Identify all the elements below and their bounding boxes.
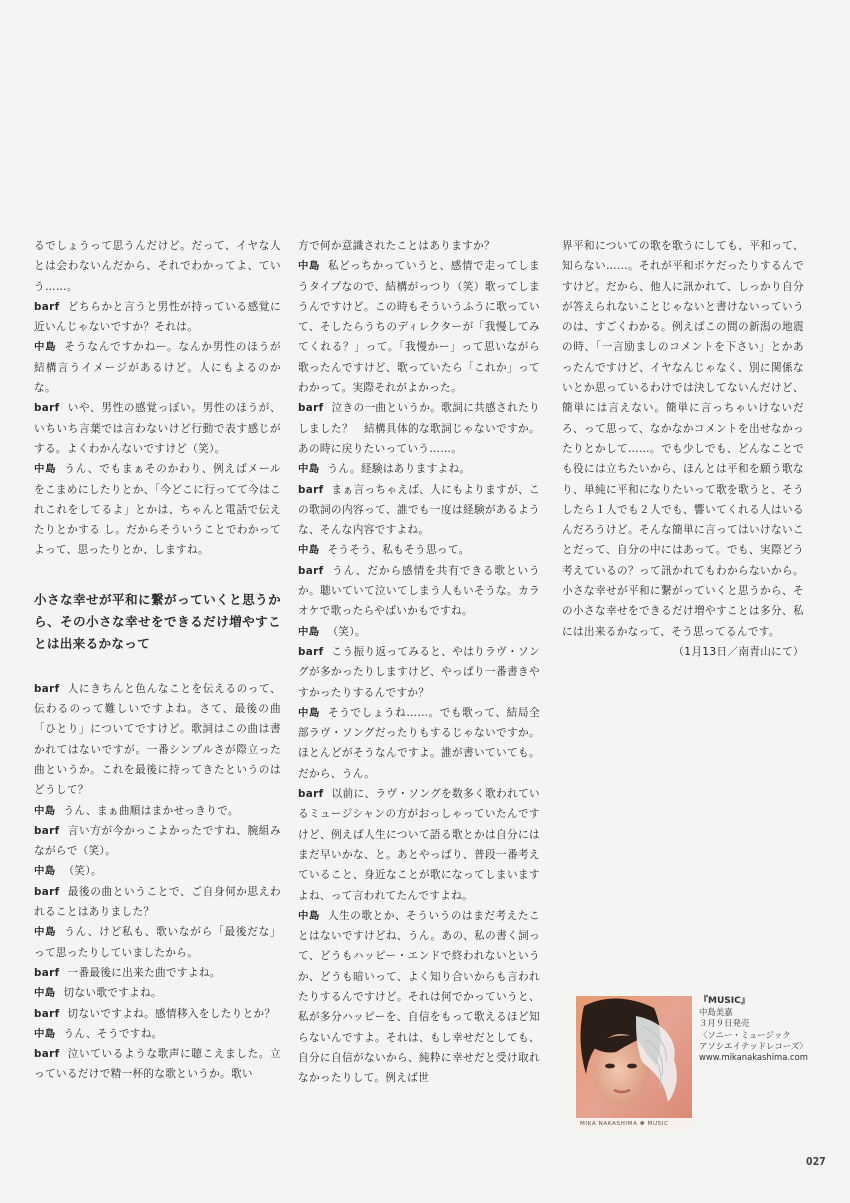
dialogue-text: うん、でもまぁそのかわり、例えばメールをこまめにしたりとか、「今どこに行ってて今はこれこれをしてるよ」とかは、ちゃんと電話で伝えたりとかする し。だからそういうことでわかってよって、思ったりとか、しますね。	[34, 463, 282, 557]
dialogue-text: 切ないですよね。感情移入をしたりとか？	[67, 1007, 276, 1020]
paragraph	[298, 540, 540, 560]
paragraph	[298, 784, 540, 906]
dialogue-text: （笑）。	[63, 865, 102, 878]
paragraph	[298, 561, 540, 622]
dialogue-text: 泣きの一曲というか。歌詞に共感されたりしました？ 結構具体的な歌詞じゃないですか。あの時に戻りたいっていう……。	[298, 402, 540, 455]
paragraph	[34, 1024, 281, 1044]
dialogue-text: まぁ言っちゃえば、人にもよりますが、この歌詞の内容って、誰でも一度は経験があるような、そんな内容ですよね。	[298, 483, 540, 537]
article-column-1	[34, 236, 281, 1085]
paragraph	[298, 256, 540, 398]
paragraph	[34, 882, 281, 923]
paragraph	[34, 922, 281, 963]
speaker-label: 中島	[298, 706, 320, 719]
speaker-label: barf	[34, 402, 60, 415]
dialogue-text: 一番最後に出来た曲ですよね。	[67, 966, 221, 979]
album-title: 『MUSIC』	[699, 996, 750, 1006]
paragraph	[34, 963, 281, 983]
article-column-2	[298, 236, 540, 1088]
release-info	[699, 996, 808, 1063]
paragraph	[34, 1044, 281, 1085]
speaker-label: barf	[298, 564, 324, 577]
dialogue-text: 以前に、ラヴ・ソングを数多く歌われているミュージシャンの方がおっしゃっていたんですけど、例えば人生について語る歌とかは自分にはまだ早いかな、と。あとやっぱり、普段一番考えていること、身近なことが歌になってしまいますよね、って言われてたんですよね。	[298, 788, 540, 902]
speaker-label: 中島	[34, 926, 57, 939]
dialogue-text: うん、そうですね。	[63, 1027, 163, 1040]
speaker-label: 中島	[298, 544, 320, 557]
dialogue-text: どちらかと言うと男性が持っている感覚に近いんじゃないですか？それは。	[34, 300, 281, 334]
speaker-label: 中島	[34, 865, 56, 878]
paragraph: 方で何か意識されたことはありますか？	[298, 240, 495, 252]
speaker-label: 中島	[34, 804, 56, 817]
speaker-label: 中島	[34, 463, 57, 476]
paragraph	[298, 398, 540, 459]
paragraph	[34, 679, 281, 801]
dialogue-text: 泣いているような歌声に聴こえました。立っているだけで精一杯的な歌というか。歌い	[34, 1048, 281, 1081]
dialogue-text: 人生の歌とか、そういうのはまだ考えたことはないですけどね、うん。あの、私の書く詞って、どうもハッピー・エンドで終われないというか、どうも暗いって、よく知り合いからも言われたりするんですけど。それは何でかっていうと、私が多分ハッピーを、自信をもって歌えるほど知らないんですよ。それは、もし幸せだとしても、自分に自信がないから、純粋に幸せだと受け取れなかったりして。例えば世	[298, 909, 541, 1085]
speaker-label: barf	[298, 788, 324, 801]
paragraph: るでしょうって思うんだけど。だって、イヤな人とは会わないんだから、それでわかってよ、ていう……。	[34, 240, 281, 293]
album-cover-caption: MIKA NAKASHIMA ✽ MUSIC	[580, 1121, 669, 1127]
page-number: 027	[806, 1156, 826, 1168]
dialogue-text: 言い方が今かっこよかったですね、腕組みながらで（笑）。	[34, 824, 281, 858]
paragraph	[34, 337, 281, 398]
website-url: www.mikanakashima.com	[699, 1052, 808, 1063]
paragraph	[34, 861, 281, 881]
dialogue-text: こう振り返ってみると、やはりラヴ・ソングが多かったりしますけど、やっぱり一番書きやすかったりするんですか？	[298, 645, 540, 699]
speaker-label: barf	[34, 885, 60, 898]
artist-name: 中島美嘉	[699, 1007, 733, 1018]
dialogue-text: そうなんですかねー。なんか男性のほうが結構言うイメージがあるけど。人にもよるのかな。	[34, 341, 281, 395]
paragraph	[34, 459, 281, 560]
paragraph	[34, 398, 281, 459]
paragraph	[298, 642, 540, 703]
dialogue-text: うん。経験はありますよね。	[327, 463, 471, 476]
paragraph	[298, 906, 540, 1089]
speaker-label: 中島	[34, 341, 57, 354]
speaker-label: barf	[34, 300, 60, 313]
speaker-label: barf	[298, 483, 324, 496]
dialogue-text: うん、だから感情を共有できる歌というか。聴いていて泣いてしまう人もいそうな。カラオケで歌ったらやばいかもですね。	[298, 564, 540, 618]
paragraph	[34, 821, 281, 862]
paragraph	[298, 703, 540, 784]
speaker-label: barf	[34, 966, 60, 979]
interview-note: （1月13日／南青山にて）	[673, 645, 804, 658]
paragraph	[298, 459, 540, 479]
release-date: ３月９日発売	[699, 1018, 750, 1029]
dialogue-text: うん、まぁ曲順はまかせっきりで。	[63, 804, 239, 817]
speaker-label: 中島	[34, 1027, 56, 1040]
paragraph	[298, 480, 540, 541]
paragraph	[34, 297, 281, 338]
speaker-label: 中島	[298, 625, 320, 638]
album-cover-art	[576, 996, 692, 1130]
dialogue-text: （笑）。	[327, 625, 366, 638]
dialogue-text: 最後の曲ということで、ご自身何か思えわれることはありました？	[34, 885, 281, 919]
paragraph	[34, 983, 281, 1003]
dialogue-text: そうそう、私もそう思って。	[327, 544, 470, 557]
speaker-label: 中島	[298, 909, 320, 922]
speaker-label: 中島	[298, 260, 320, 273]
speaker-label: barf	[34, 824, 60, 837]
speaker-label: barf	[34, 1048, 60, 1061]
speaker-label: barf	[298, 645, 324, 658]
paragraph	[34, 801, 281, 821]
paragraph: 界平和についての歌を歌うにしても、平和って、知らない……。それが平和ボケだったりするんですけど。だから、他人に訊かれて、しっかり自分が答えられないことじゃないと書けないっていうのは、すごくわかる。例えばこの間の新潟の地震の時、「一言励ましのコメントを下さい」とかあったんですけど、イヤなんじゃなく、別に関係ないとか思っているわけでは決してないんだけど、簡単には言えない。簡単に言っちゃいけないだろ、って思って、なかなかコメントを出せなかったりとかして……。でも少しでも、どんなことでも役には立ちたいから、ほんとは平和を願う歌なり、単純に平和になりたいって歌を歌うと、そうしたら１人でも２人でも、響いてくれる人はいるんだろうけど。そんな簡単に言ってはいけないことだって、自分の中にはあって。でも、実際どう考えているの？って訊かれてもわからないから。小さな幸せが平和に繋がっていくと思うから、その小さな幸せをできるだけ増やすことは多分、私には出来るかなって、そう思ってるんです。	[562, 240, 804, 638]
speaker-label: 中島	[34, 987, 56, 1000]
record-label: アソシエイテッドレコーズ〉	[699, 1040, 808, 1051]
speaker-label: barf	[34, 682, 60, 695]
dialogue-text: いや、男性の感覚っぽい。男性のほうが、いちいち言葉では言わないけど行動で表す感じがする。よくわかんないですけど（笑）。	[34, 402, 281, 455]
dialogue-text: 人にきちんと色んなことを伝えるのって、伝わるのって難しいですよね。さて、最後の曲「ひとり」についてですけど。歌詞はこの曲は書かれてはないですが。一番シンプルさが際立った曲というか。これを最後に持ってきたというのはどうして？	[34, 682, 281, 797]
speaker-label: barf	[298, 402, 324, 415]
article-column-3	[562, 236, 804, 662]
paragraph	[34, 1004, 281, 1024]
album-cover-image	[576, 996, 692, 1130]
dialogue-text: そうでしょうね……。でも歌って、結局全部ラヴ・ソングだったりもするじゃないですか。ほとんどがそうなんですよ。誰が書いていても。だから、うん。	[298, 706, 541, 780]
speaker-label: barf	[34, 1007, 60, 1020]
dialogue-text: 切ない歌ですよね。	[63, 987, 162, 1000]
section-heading: 小さな幸せが平和に繋がっていくと思うから、その小さな幸せをできるだけ増やすことは出来るかなって	[34, 591, 281, 651]
speaker-label: 中島	[298, 463, 320, 476]
dialogue-text: うん、けど私も、歌いながら「最後だな」って思ったりしていましたから。	[34, 926, 281, 959]
dialogue-text: 私どっちかっていうと、感情で走ってしまうタイプなので、結構がっつり（笑）歌ってしまうんですけど。この時もそういうふうに歌っていて、そしたらうちのディレクターが「我慢してみてくれる？」って。「我慢かー」って思いながら歌ったんですけど、歌っていたら「これか」ってわかって。実際それがよかった。	[298, 260, 541, 395]
record-label: 〈ソニー・ミュージック	[699, 1029, 791, 1040]
paragraph	[298, 622, 540, 642]
